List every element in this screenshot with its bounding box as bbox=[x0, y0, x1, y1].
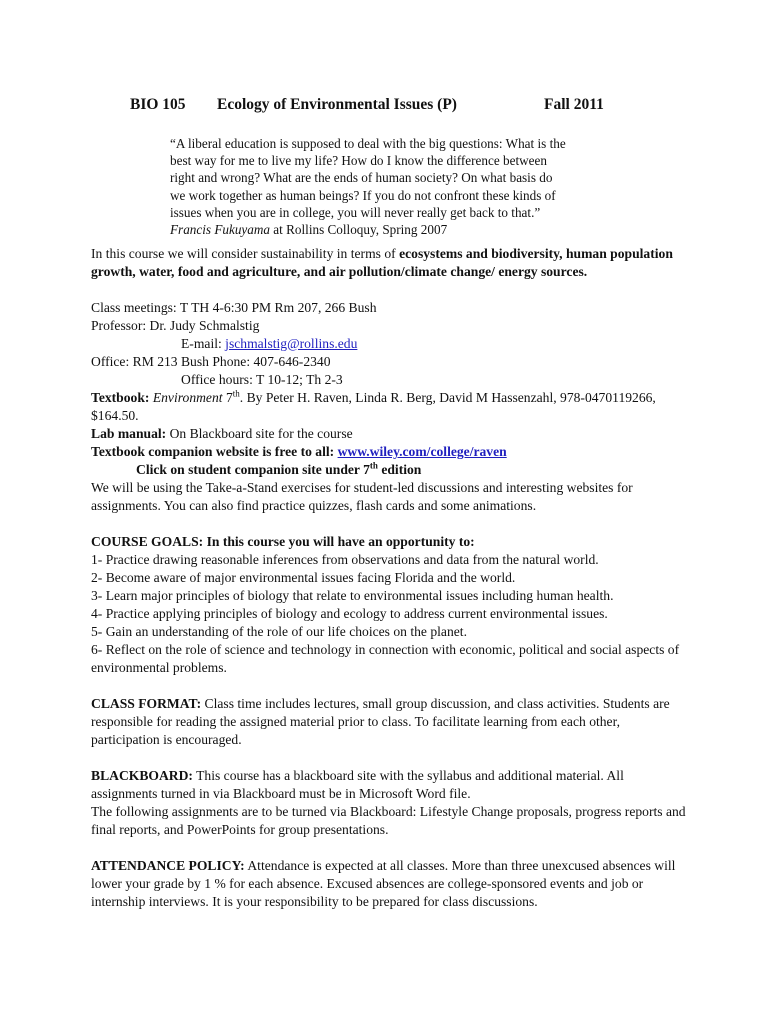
take-a-stand-note: We will be using the Take-a-Stand exercises for student-led discussions and interesting websites for assignments. You can also find practice quizzes, flash cards and some animations. bbox=[91, 480, 633, 513]
quote-line: right and wrong? What are the ends of human society? On what basis do bbox=[170, 170, 553, 186]
companion-website bbox=[91, 443, 691, 461]
intro-prefix: In this course we will consider sustainability in terms of bbox=[91, 246, 400, 261]
lab-label: Lab manual: bbox=[91, 426, 167, 441]
professor: Professor: Dr. Judy Schmalstig bbox=[91, 318, 260, 333]
class-format bbox=[91, 695, 691, 749]
blackboard-assignments: The following assignments are to be turned via Blackboard: Lifestyle Change proposals, progress reports and final reports, and PowerPoints for group presentations. bbox=[91, 804, 686, 837]
class-format-heading: CLASS FORMAT: bbox=[91, 696, 202, 711]
lab-manual bbox=[91, 425, 691, 443]
attendance-heading: ATTENDANCE POLICY: bbox=[91, 858, 245, 873]
blackboard-heading: BLACKBOARD: bbox=[91, 768, 193, 783]
goals-heading: COURSE GOALS: In this course you will have an opportunity to: bbox=[91, 534, 475, 549]
class-meetings: Class meetings: T TH 4-6:30 PM Rm 207, 266 Bush bbox=[91, 300, 377, 315]
quote-source: at Rollins Colloquy, Spring 2007 bbox=[269, 222, 448, 238]
blackboard-section bbox=[91, 767, 691, 803]
goal-item: 6- Reflect on the role of science and technology in connection with economic, political and social aspects of environmental problems. bbox=[91, 642, 680, 675]
quote-line: issues when you are in college, you will never really get back to that.” bbox=[170, 204, 541, 220]
intro-topics: ecosystems and biodiversity, human population growth, water, food and agriculture, and air pollution/climate change/ energy sources. bbox=[91, 246, 673, 279]
attendance-text: Attendance is expected at all classes. More than three unexcused absences will lower your grade by 1 % for each absence. Excused absences are college-sponsored events and job or internship interviews. It is your responsibility to be prepared for class discussions. bbox=[91, 858, 676, 909]
course-title: Ecology of Environmental Issues (P) bbox=[217, 96, 457, 113]
course-term: Fall 2011 bbox=[544, 96, 604, 113]
lab-text: On Blackboard site for the course bbox=[166, 426, 353, 441]
epigraph-quote bbox=[170, 135, 640, 238]
attendance-policy bbox=[91, 857, 691, 911]
goal-item: 4- Practice applying principles of biology and ecology to address current environmental issues. bbox=[91, 606, 608, 621]
companion-link[interactable]: www.wiley.com/college/raven bbox=[337, 444, 507, 459]
click-edition-suffix: th bbox=[369, 460, 378, 471]
goal-item: 3- Learn major principles of biology that relate to environmental issues including human health. bbox=[91, 588, 614, 603]
quote-line: we work together as human beings? If you do not confront these kinds of bbox=[170, 187, 556, 203]
quote-attribution bbox=[170, 221, 640, 238]
textbook-title: Environment bbox=[152, 390, 223, 405]
office-hours: Office hours: T 10-12; Th 2-3 bbox=[181, 372, 343, 387]
textbook-details: . By Peter H. Raven, Linda R. Berg, David M Hassenzahl, 978-0470119266, $164.50. bbox=[91, 390, 656, 423]
email-link[interactable]: jschmalstig@rollins.edu bbox=[225, 336, 358, 351]
click-rest: edition bbox=[377, 462, 422, 477]
intro-paragraph bbox=[91, 245, 691, 281]
goal-item: 1- Practice drawing reasonable inferences from observations and data from the natural world. bbox=[91, 552, 599, 567]
textbook-edition-suffix: th bbox=[232, 388, 240, 399]
textbook-edition: 7 bbox=[222, 390, 233, 405]
quote-line: best way for me to live my life? How do I know the difference between bbox=[170, 153, 547, 169]
office-phone: Office: RM 213 Bush Phone: 407-646-2340 bbox=[91, 354, 331, 369]
companion-instruction bbox=[91, 461, 691, 479]
textbook bbox=[91, 389, 691, 425]
class-format-text: Class time includes lectures, small group discussion, and class activities. Students are responsible for reading the assigned material prior to class. To facilitate learning from each other, participation is encouraged. bbox=[91, 696, 670, 747]
quote-line: “A liberal education is supposed to deal with the big questions: What is the bbox=[170, 136, 566, 151]
course-header bbox=[0, 96, 770, 116]
goal-item: 2- Become aware of major environmental issues facing Florida and the world. bbox=[91, 570, 516, 585]
click-text: Click on student companion site under 7 bbox=[136, 462, 370, 477]
companion-label: Textbook companion website is free to all: bbox=[91, 444, 338, 459]
email-label: E-mail: bbox=[181, 336, 226, 351]
email-line bbox=[91, 335, 691, 353]
goal-item: 5- Gain an understanding of the role of our life choices on the planet. bbox=[91, 624, 467, 639]
syllabus-body bbox=[91, 245, 691, 911]
course-code: BIO 105 bbox=[130, 96, 186, 113]
quote-author: Francis Fukuyama bbox=[170, 222, 270, 238]
textbook-label: Textbook: bbox=[91, 390, 150, 405]
blackboard-text: This course has a blackboard site with the syllabus and additional material. All assignments turned in via Blackboard must be in Microsoft Word file. bbox=[91, 768, 624, 801]
